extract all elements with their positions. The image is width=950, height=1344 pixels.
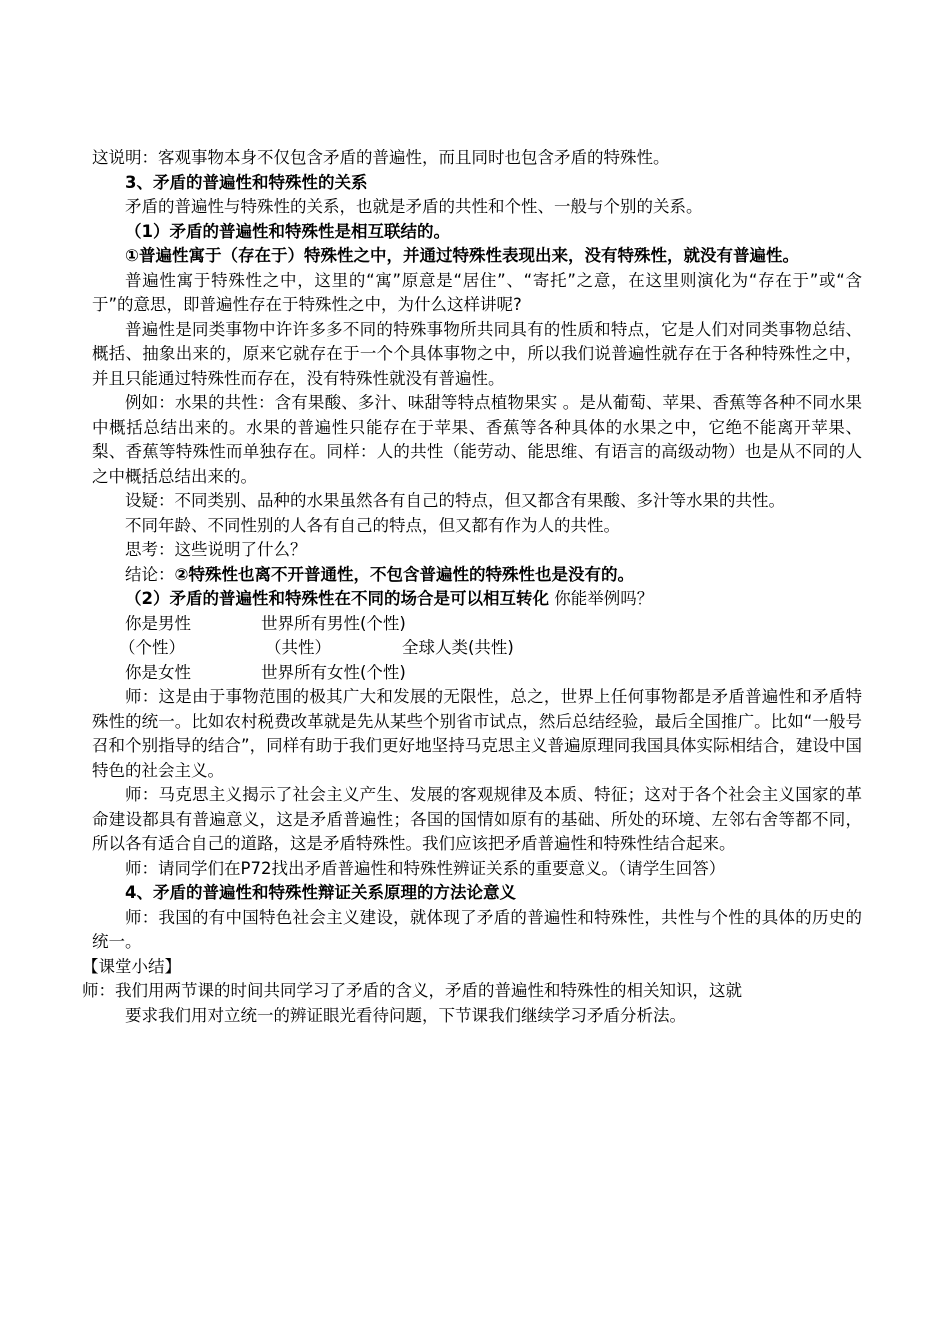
conclusion [92,563,862,588]
paragraph: 师：马克思主义揭示了社会主义产生、发展的客观规律及本质、特征；这对于各个社会主义国家的革命建设都具有普遍意义，这是矛盾普遍性；各国的国情如原有的基础、所处的环境、左邻右舍等都不同，所以各有适合自己的道路，这是矛盾特殊性。我们应该把矛盾普遍性和特殊性结合起来。 [92,785,862,853]
example-cell: 世界所有男性(个性) [261,613,406,633]
paragraph: 矛盾的普遍性与特殊性的关系，也就是矛盾的共性和个性、一般与个别的关系。 [125,197,703,216]
point-2: ②特殊性也离不开普通性，不包含普遍性的特殊性也是没有的。 [174,564,634,584]
paragraph: 师：我国的有中国特色社会主义建设，就体现了矛盾的普遍性和特殊性，共性与个性的具体的历史的统一。 [92,907,862,951]
example-row-1 [92,612,862,637]
example-cell: 世界所有女性(个性) [261,662,406,682]
example-cell: （个性） [119,638,185,657]
example-cell: 你是女性 [125,662,191,682]
example-cell: 全球人类(共性) [402,638,514,657]
example-row-2 [92,636,862,661]
conclusion-prefix: 结论： [125,564,175,584]
section-heading-3: 3、矛盾的普遍性和特殊性的关系 [125,172,368,192]
subheading-1: （1）矛盾的普遍性和特殊性是相互联结的。 [125,221,450,241]
paragraph: 设疑：不同类别、品种的水果虽然各有自己的特点，但又都含有果酸、多汁等水果的共性。 [125,491,785,510]
document-page [82,146,862,1028]
paragraph: 师：请同学们在P72找出矛盾普遍性和特殊性辨证关系的重要意义。（请学生回答） [125,858,726,878]
subheading-2-bold: （2）矛盾的普遍性和特殊性在不同的场合是可以相互转化 [125,589,549,608]
subheading-2 [92,587,862,612]
paragraph: 师：这是由于事物范围的极其广大和发展的无限性，总之，世界上任何事物都是矛盾普遍性和矛盾特殊性的统一。比如农村税费改革就是先从某些个别省市试点，然后总结经验，最后全国推广。比如“一般号召和个别指导的结合”，同样有助于我们更好地坚持马克思主义普遍原理同我国具体实际相结合，建设中国特色的社会主义。 [92,687,862,780]
summary-title: 【课堂小结】 [82,956,181,976]
paragraph: 不同年龄、不同性别的人各有自己的特点，但又都有作为人的共性。 [125,515,620,535]
paragraph: 普遍性寓于特殊性之中，这里的“寓”原意是“居住”、“寄托”之意，在这里则演化为“存在于”或“含于”的意思，即普遍性存在于特殊性之中，为什么这样讲呢? [92,270,862,314]
example-cell: 你是男性 [125,613,191,633]
summary-line-2: 要求我们用对立统一的辨证眼光看待问题，下节课我们继续学习矛盾分析法。 [125,1005,686,1025]
example-row-3 [92,661,862,686]
paragraph: 思考：这些说明了什么？ [125,540,307,559]
example-cell: （共性） [265,638,331,657]
subheading-2-question: 你能举例吗？ [548,589,654,608]
paragraph: 普遍性是同类事物中许许多多不同的特殊事物所共同具有的性质和特点，它是人们对同类事物总结、概括、抽象出来的，原来它就存在于一个个具体事物之中，所以我们说普遍性就存在于各种特殊性之中，并且只能通过特殊性而存在，没有特殊性就没有普遍性。 [92,319,862,388]
paragraph: 这说明：客观事物本身不仅包含矛盾的普遍性，而且同时也包含矛盾的特殊性。 [92,148,670,167]
paragraph: 例如：水果的共性：含有果酸、多汁、味甜等特点植物果实 。是从葡萄、苹果、香蕉等各种不同水果中概括总结出来的。水果的普遍性只能存在于苹果、香蕉等各种具体的水果之中，它绝不能离开苹果、梨、香蕉等特殊性而单独存在。同样：人的共性（能劳动、能思维、有语言的高级动物）也是从不同的人之中概括总结出来的。 [92,393,862,486]
section-heading-4: 4、矛盾的普遍性和特殊性辩证关系原理的方法论意义 [125,883,516,902]
point-1: ①普遍性寓于（存在于）特殊性之中，并通过特殊性表现出来，没有特殊性，就没有普遍性。 [125,246,799,265]
summary-line-1: 师：我们用两节课的时间共同学习了矛盾的含义，矛盾的普遍性和特殊性的相关知识，这就 [82,981,742,1000]
